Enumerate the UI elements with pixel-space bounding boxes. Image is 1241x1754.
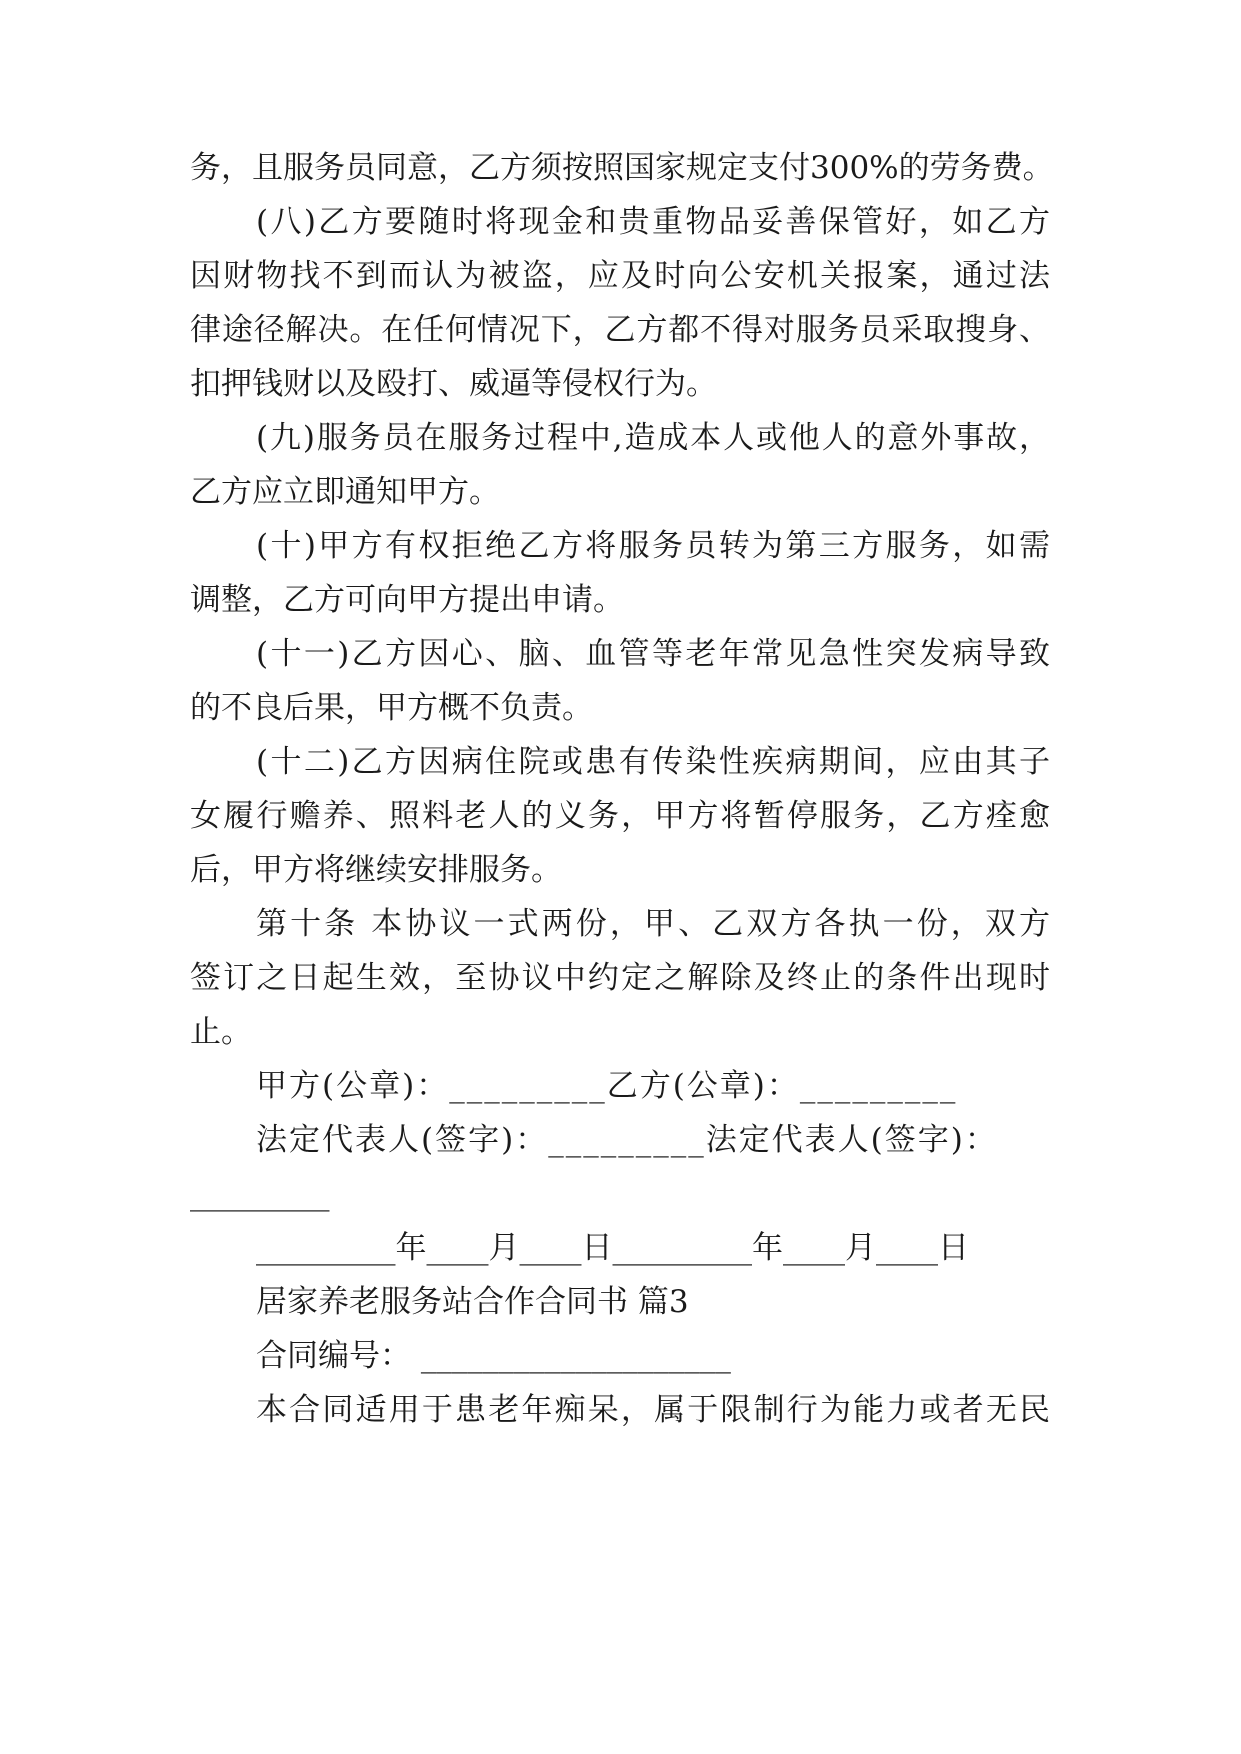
text-line: (十二)乙方因病住院或患有传染性疾病期间，应由其子 xyxy=(256,744,1050,780)
text-line: 乙方应立即通知甲方。 xyxy=(190,474,500,510)
text-line: 因财物找不到而认为被盗，应及时向公安机关报案，通过法 xyxy=(190,258,1050,294)
text-line: 务，且服务员同意，乙方须按照国家规定支付300%的劳务费。 xyxy=(190,150,1054,186)
signature-line-seal: 甲方(公章)：_________乙方(公章)：_________ xyxy=(256,1068,958,1104)
section-title: 居家养老服务站合作合同书 篇3 xyxy=(256,1284,689,1320)
text-line: 女履行赡养、照料老人的义务，甲方将暂停服务，乙方痊愈 xyxy=(190,798,1050,834)
text-line: (十一)乙方因心、脑、血管等老年常见急性突发病导致 xyxy=(256,636,1050,672)
date-line: _________年____月____日_________年____月____日 xyxy=(256,1230,969,1266)
text-line: (八)乙方要随时将现金和贵重物品妥善保管好，如乙方 xyxy=(256,204,1050,240)
text-line: 后，甲方将继续安排服务。 xyxy=(190,852,562,888)
text-line: 调整，乙方可向甲方提出申请。 xyxy=(190,582,624,618)
text-line: (十)甲方有权拒绝乙方将服务员转为第三方服务，如需 xyxy=(256,528,1050,564)
text-line: 的不良后果，甲方概不负责。 xyxy=(190,690,593,726)
signature-blank: _________ xyxy=(190,1176,330,1212)
text-line: 止。 xyxy=(190,1014,252,1050)
signature-line-representative: 法定代表人(签字)：_________法定代表人(签字)： xyxy=(256,1122,998,1158)
text-line: 律途径解决。在任何情况下，乙方都不得对服务员采取搜身、 xyxy=(190,312,1050,348)
text-line: 第十条 本协议一式两份，甲、乙双方各执一份，双方 xyxy=(256,906,1050,942)
text-line: 签订之日起生效，至协议中约定之解除及终止的条件出现时 xyxy=(190,960,1050,996)
text-line: 扣押钱财以及殴打、威逼等侵权行为。 xyxy=(190,366,717,402)
text-line: 本合同适用于患老年痴呆，属于限制行为能力或者无民 xyxy=(256,1392,1050,1428)
contract-number-line: 合同编号： ____________________ xyxy=(256,1338,731,1374)
text-line: (九)服务员在服务过程中,造成本人或他人的意外事故， xyxy=(256,420,1050,456)
